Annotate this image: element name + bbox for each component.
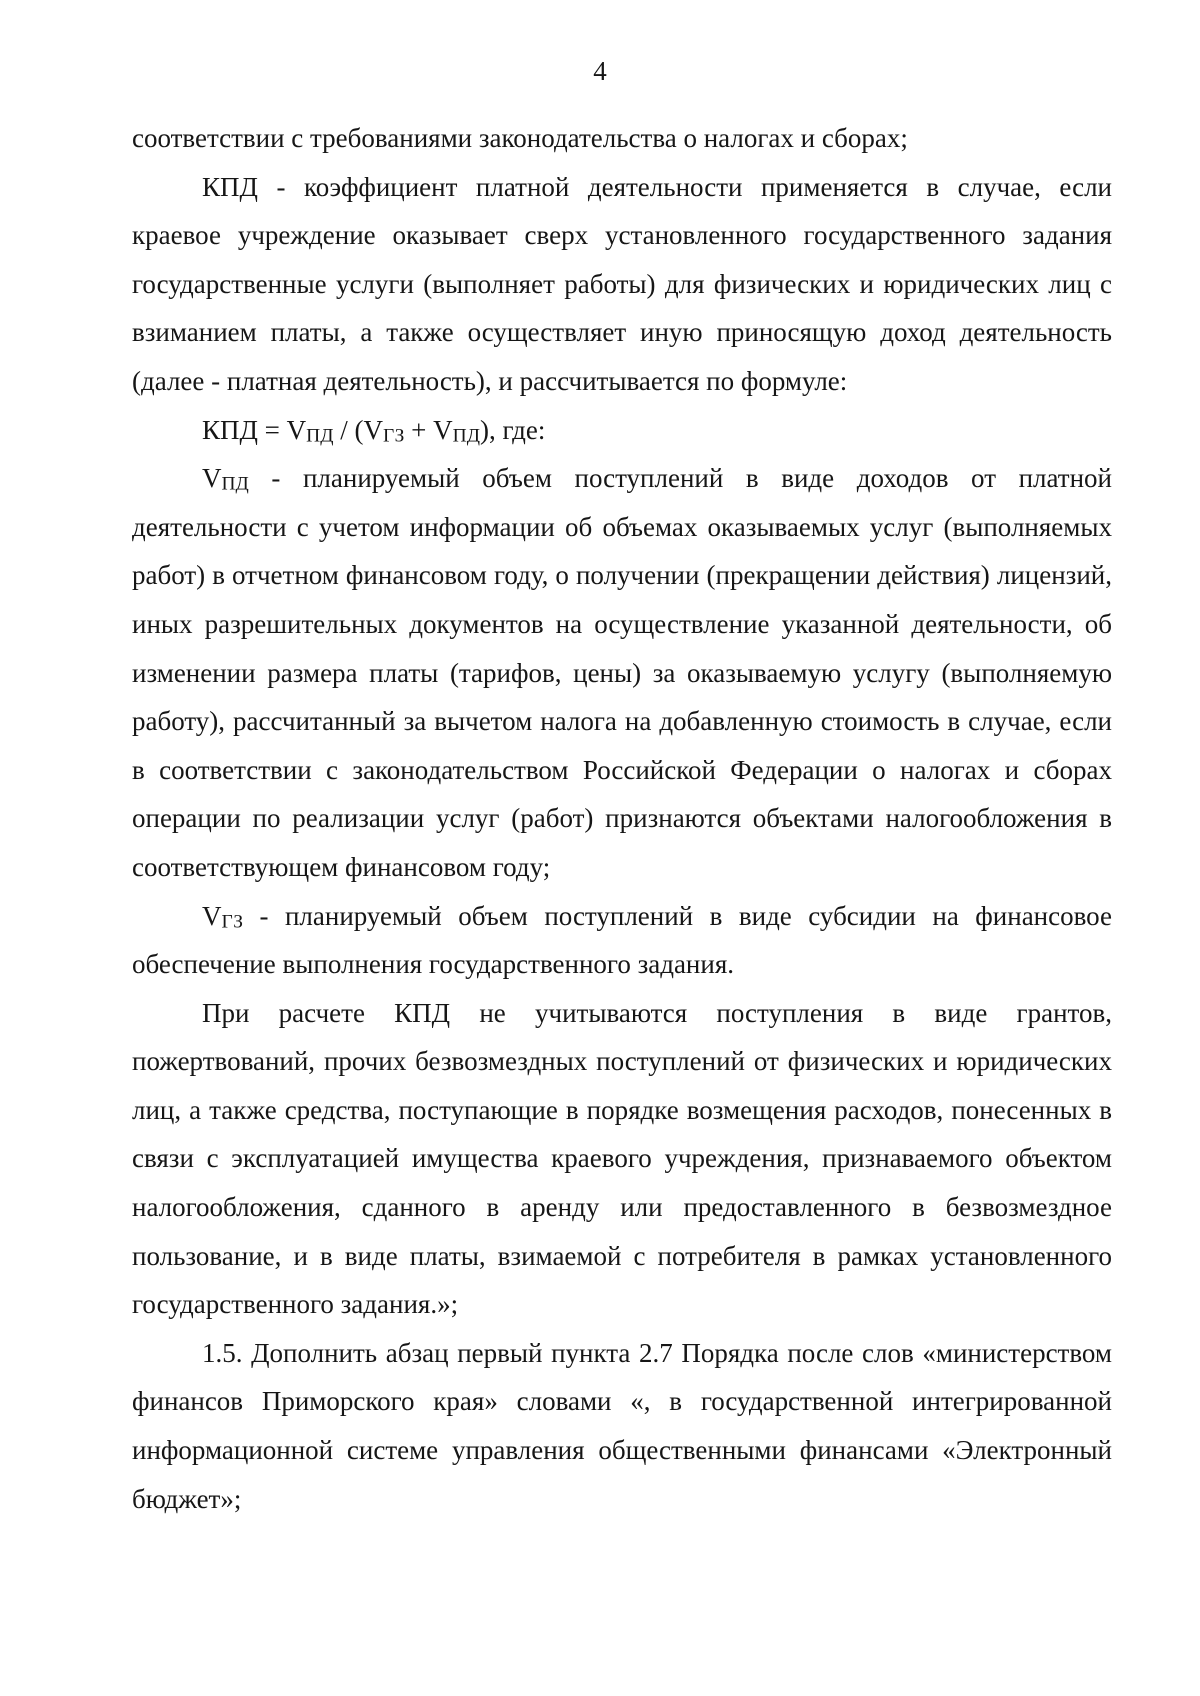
v-gz-text: - планируемый объем поступлений в виде субсидии на финансовое обеспечение выполнения государственного задания.	[132, 900, 1112, 980]
formula-line	[132, 406, 1112, 455]
formula-part-2: + V	[404, 414, 453, 445]
paragraph-continuation: соответствии с требованиями законодательства о налогах и сборах;	[132, 123, 908, 153]
v-gz-subscript: ГЗ	[221, 910, 243, 932]
formula-part-3: ), где:	[479, 414, 546, 445]
paragraph-v-pd-definition	[132, 454, 1112, 891]
formula-lhs: КПД = V	[202, 414, 307, 445]
paragraph-item-1-5: 1.5. Дополнить абзац первый пункта 2.7 Порядка после слов «министерством финансов Приморского края» словами «, в государственной интегрированной информационной системе управления общественными финансами «Электронный бюджет»;	[132, 1337, 1112, 1514]
v-pd-text: - планируемый объем поступлений в виде доходов от платной деятельности с учетом информации об объемах оказываемых услуг (выполняемых работ) в отчетном финансовом году, о получении (прекращении действия) лицензий, иных разрешительных документов на осуществление указанной деятельности, об изменении размера платы (тарифов, цены) за оказываемую услугу (выполняемую работу), рассчитанный за вычетом налога на добавленную стоимость в случае, если в соответствии с законодательством Российской Федерации о налогах и сборах операции по реализации услуг (работ) признаются объектами налогообложения в соответствующем финансовом году;	[132, 463, 1112, 882]
v-pd-symbol: V	[202, 463, 222, 494]
formula-subscript-pd: ПД	[306, 424, 334, 446]
v-gz-symbol: V	[202, 900, 222, 931]
document-body	[132, 114, 1112, 1523]
page-number: 4	[593, 56, 607, 86]
formula-subscript-gz: ГЗ	[382, 424, 405, 446]
paragraph-exclusions: При расчете КПД не учитываются поступления в виде грантов, пожертвований, прочих безвозмездных поступлений от физических и юридических лиц, а также средства, поступающие в порядке возмещения расходов, понесенных в связи с эксплуатацией имущества краевого учреждения, признаваемого объектом налогообложения, сданного в аренду или предоставленного в безвозмездное пользование, и в виде платы, взимаемой с потребителя в рамках установленного государственного задания.»;	[132, 997, 1112, 1320]
formula-part-1: / (V	[333, 414, 383, 445]
paragraph-v-gz-definition	[132, 892, 1112, 989]
formula-subscript-pd-2: ПД	[452, 424, 480, 446]
paragraph-kpd-definition: КПД - коэффициент платной деятельности применяется в случае, если краевое учреждение оказывает сверх установленного государственного задания государственные услуги (выполняет работы) для физических и юридических лиц с взиманием платы, а также осуществляет иную приносящую доход деятельность (далее - платная деятельность), и рассчитывается по формуле:	[132, 171, 1112, 396]
v-pd-subscript: ПД	[221, 473, 249, 495]
